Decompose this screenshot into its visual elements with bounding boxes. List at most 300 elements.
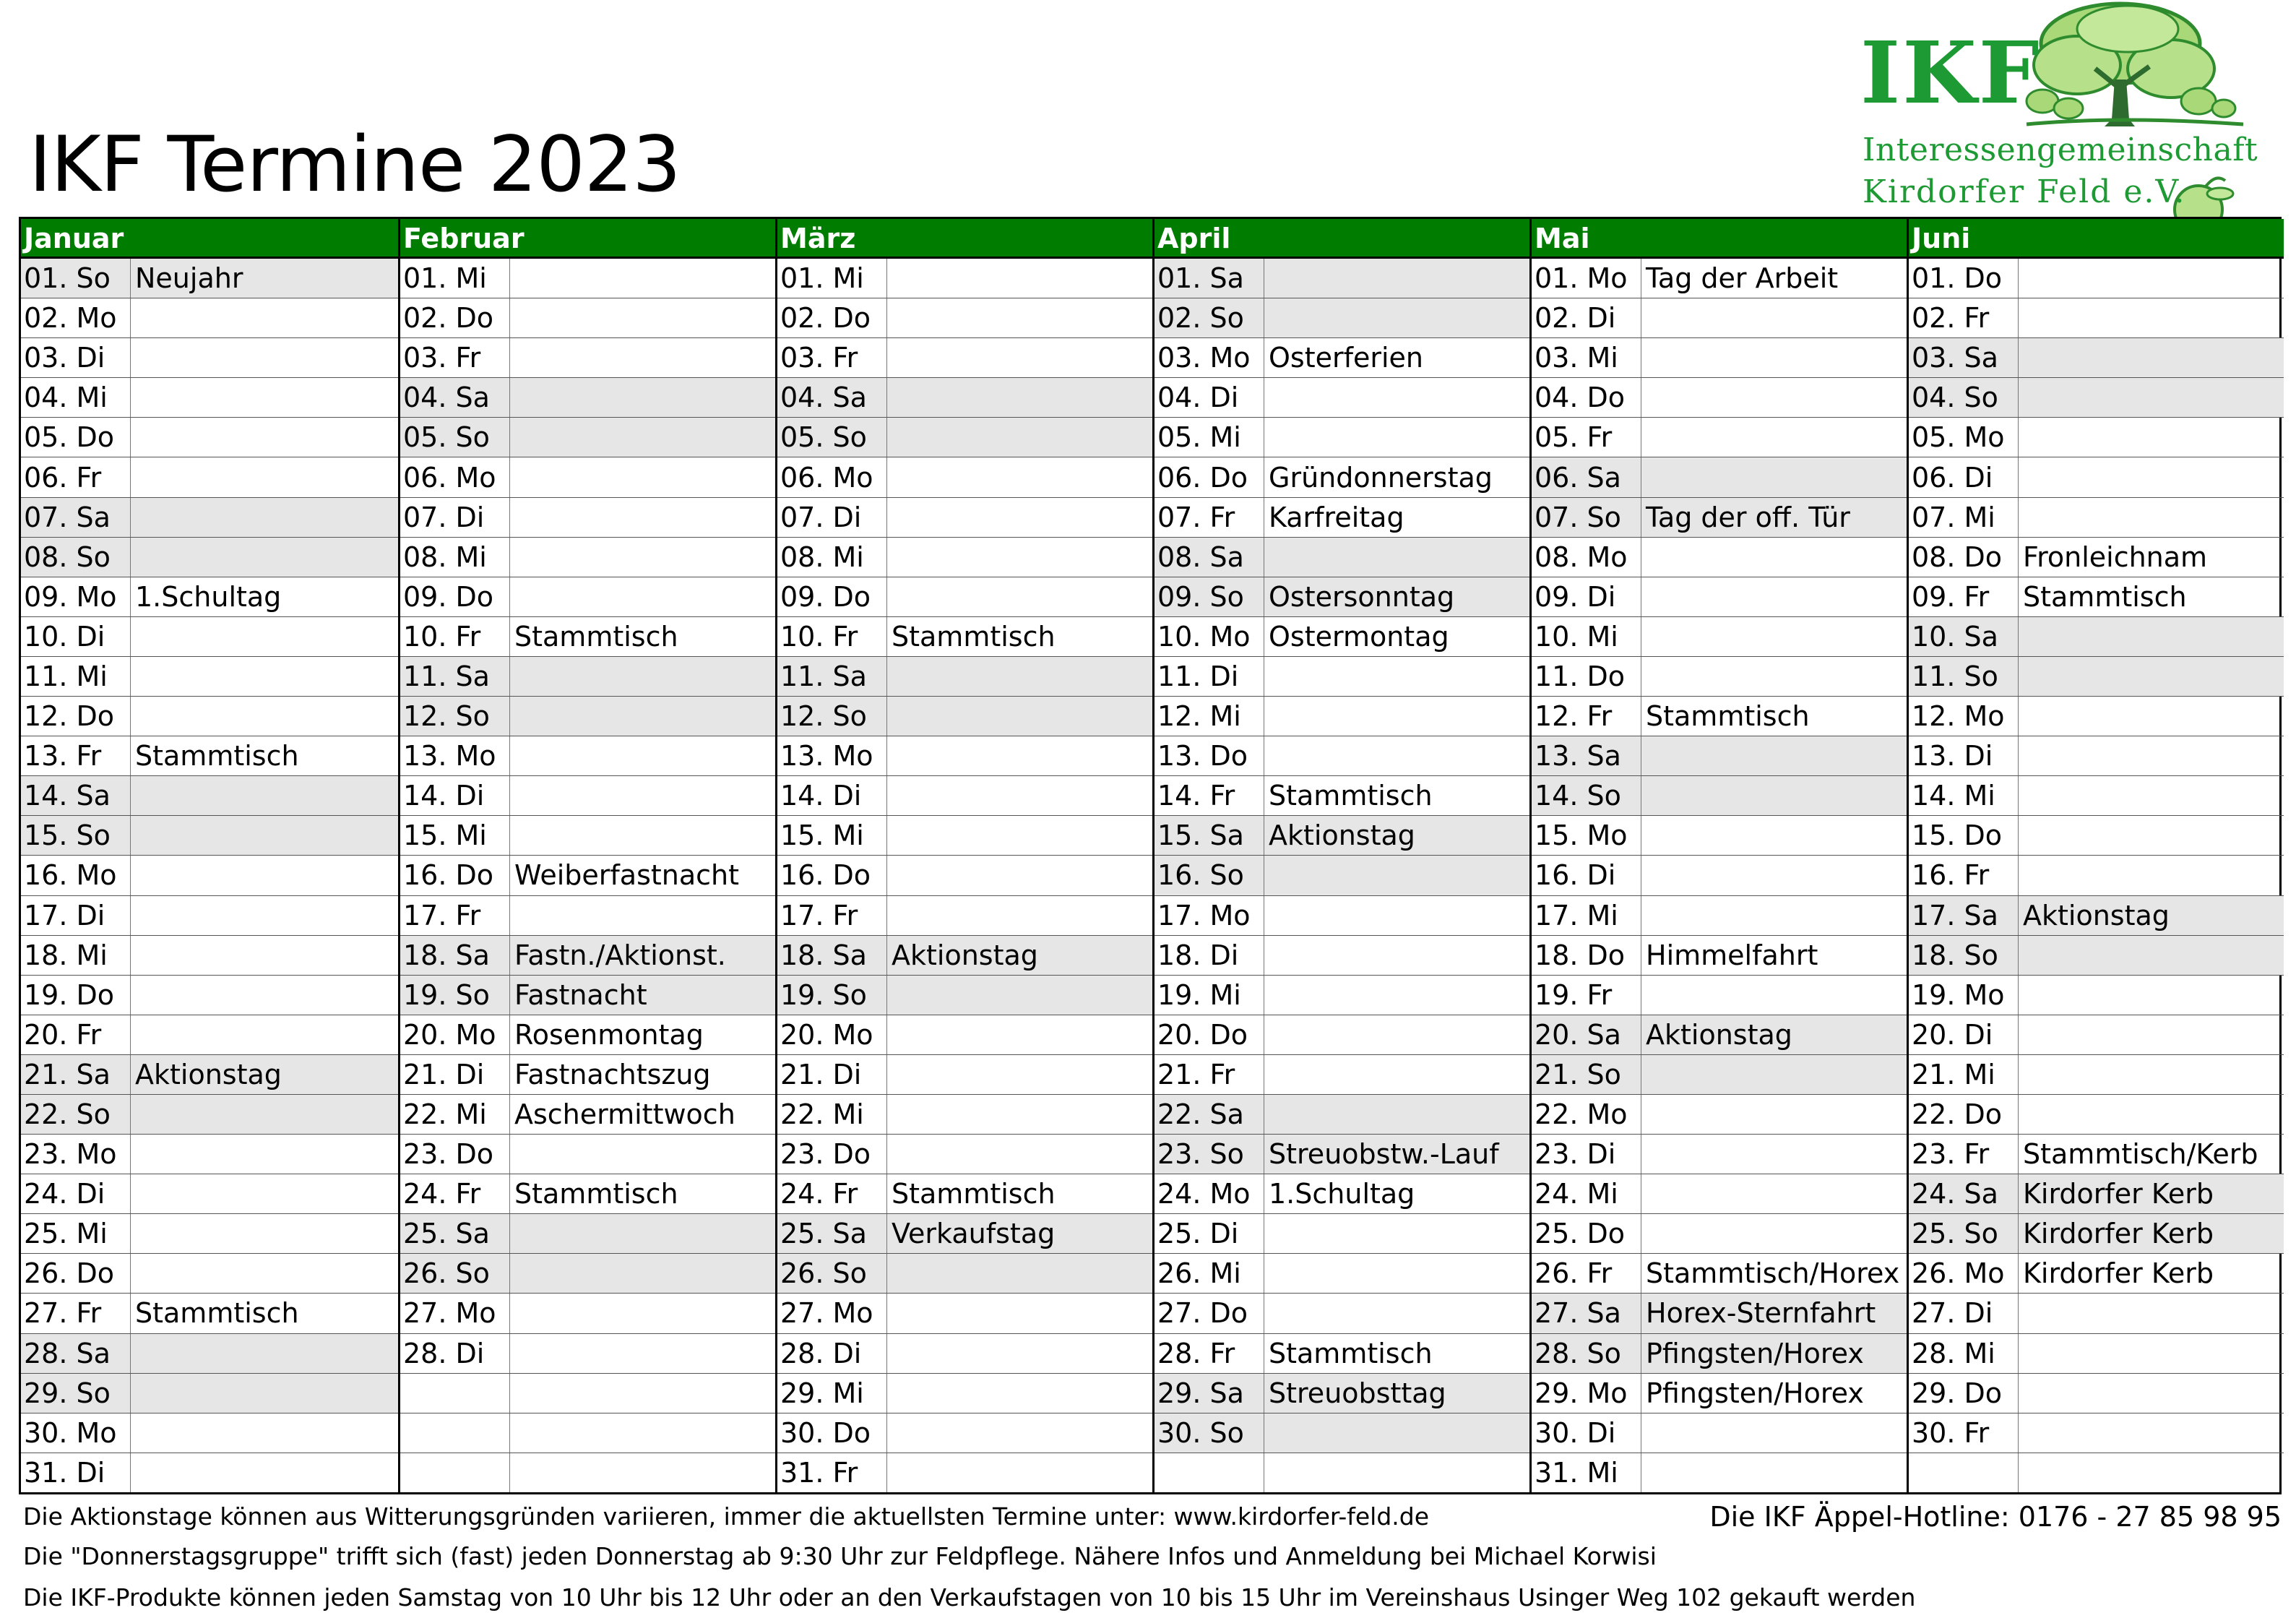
- day-row: [400, 657, 775, 697]
- day-date: 27. Fr: [21, 1294, 131, 1333]
- day-date: 14. Di: [400, 776, 510, 815]
- day-event: [1641, 457, 1907, 496]
- day-event: Stammtisch: [2023, 580, 2187, 613]
- day-date: 19. Do: [21, 976, 131, 1015]
- day-event: [887, 1135, 1152, 1174]
- day-row: [1532, 1334, 1907, 1374]
- day-event: [1641, 896, 1907, 935]
- day-row: [400, 896, 775, 936]
- day-date: 28. Sa: [21, 1334, 131, 1373]
- day-date: 25. Mi: [21, 1214, 131, 1253]
- day-event: [1641, 1135, 1907, 1174]
- day-row: [1909, 457, 2284, 497]
- day-date: 08. Mo: [1532, 538, 1641, 577]
- day-event: [131, 697, 398, 736]
- day-date: 16. Di: [1532, 856, 1641, 895]
- day-row: [1909, 1095, 2284, 1135]
- day-event: [2019, 617, 2284, 656]
- day-date: 06. Fr: [21, 457, 131, 496]
- day-date: 07. Di: [400, 498, 510, 537]
- day-date: 29. Mi: [777, 1374, 887, 1413]
- day-event: [131, 776, 398, 815]
- day-row: [777, 776, 1152, 816]
- day-row: [1532, 736, 1907, 776]
- day-event: [510, 1413, 775, 1453]
- day-event: [131, 976, 398, 1015]
- day-event: [1264, 976, 1529, 1015]
- day-row: [1909, 418, 2284, 457]
- day-row: [400, 1413, 775, 1453]
- day-event: [510, 1374, 775, 1413]
- day-event: [1641, 577, 1907, 616]
- day-event: Kirdorfer Kerb: [2023, 1257, 2214, 1290]
- day-event: [2019, 418, 2284, 457]
- day-row: [777, 1413, 1152, 1453]
- day-row: [1909, 338, 2284, 378]
- day-date: 11. Do: [1532, 657, 1641, 696]
- day-row: [1909, 259, 2284, 298]
- day-date: 05. Fr: [1532, 418, 1641, 457]
- page-title: IKF Termine 2023: [29, 120, 681, 209]
- day-row: [400, 457, 775, 497]
- day-date: 09. Di: [1532, 577, 1641, 616]
- day-row: [21, 338, 398, 378]
- day-event: [131, 1174, 398, 1213]
- day-row: [400, 538, 775, 577]
- month-header: März: [777, 219, 1152, 259]
- day-event: [887, 776, 1152, 815]
- day-date: 26. Do: [21, 1254, 131, 1293]
- day-date: 19. Mo: [1909, 976, 2019, 1015]
- day-date: 17. Mi: [1532, 896, 1641, 935]
- footer-note-donnerstagsgruppe: Die "Donnerstagsgruppe" trifft sich (fast) jeden Donnerstag ab 9:30 Uhr zur Feldpflege. Nähere Infos und Anmeldung bei Michael Korwisi: [23, 1542, 1657, 1570]
- day-event: Osterferien: [1269, 342, 1424, 374]
- day-event: [887, 298, 1152, 337]
- day-row: [21, 697, 398, 736]
- day-row: [21, 1254, 398, 1294]
- day-row: [1155, 498, 1529, 538]
- day-event: [131, 378, 398, 417]
- footer-note-aktionstage: Die Aktionstage können aus Witterungsgründen variieren, immer die aktuellsten Termine unter: www.kirdorfer-feld.de: [23, 1502, 1430, 1531]
- day-row: [1155, 378, 1529, 418]
- day-row: [21, 259, 398, 298]
- day-date: 01. So: [21, 259, 131, 298]
- day-row: [1155, 1055, 1529, 1095]
- day-date: [1909, 1453, 2019, 1492]
- day-row: [400, 1334, 775, 1374]
- day-date: 21. Mi: [1909, 1055, 2019, 1094]
- day-event: [510, 338, 775, 377]
- day-date: 08. So: [21, 538, 131, 577]
- day-row: [1909, 498, 2284, 538]
- day-event: [2019, 976, 2284, 1015]
- day-date: 22. Mi: [777, 1095, 887, 1134]
- day-event: [2019, 1015, 2284, 1054]
- day-date: 07. Di: [777, 498, 887, 537]
- day-event: Ostersonntag: [1269, 580, 1455, 613]
- day-row: [21, 657, 398, 697]
- day-date: 24. Mo: [1155, 1174, 1264, 1213]
- day-row: [777, 298, 1152, 338]
- day-row: [1532, 498, 1907, 538]
- day-event: [1641, 1453, 1907, 1492]
- day-event: Ostermontag: [1269, 620, 1449, 653]
- day-event: Karfreitag: [1269, 501, 1404, 533]
- day-event: [1264, 936, 1529, 975]
- day-event: Fastnachtszug: [514, 1058, 711, 1090]
- day-row: [1155, 976, 1529, 1015]
- day-row: [1909, 657, 2284, 697]
- day-row: [777, 617, 1152, 657]
- day-row: [1155, 457, 1529, 497]
- day-date: 01. Mo: [1532, 259, 1641, 298]
- day-date: 15. Do: [1909, 816, 2019, 855]
- day-event: [1264, 736, 1529, 775]
- day-date: 20. Fr: [21, 1015, 131, 1054]
- day-event: [2019, 378, 2284, 417]
- day-row: [21, 1413, 398, 1453]
- day-row: [1155, 657, 1529, 697]
- day-date: 21. Di: [400, 1055, 510, 1094]
- day-row: [1155, 1095, 1529, 1135]
- day-row: [1532, 1015, 1907, 1055]
- day-date: 22. Mo: [1532, 1095, 1641, 1134]
- day-event: [1264, 259, 1529, 298]
- month-header: Juni: [1909, 219, 2284, 259]
- day-event: Streuobsttag: [1269, 1377, 1446, 1409]
- month-column: [1152, 219, 1529, 1492]
- day-event: [887, 259, 1152, 298]
- day-event: [887, 1374, 1152, 1413]
- day-row: [1532, 617, 1907, 657]
- day-row: [1155, 697, 1529, 736]
- day-event: [510, 378, 775, 417]
- day-event: Pfingsten/Horex: [1646, 1337, 1864, 1369]
- day-date: 29. Mo: [1532, 1374, 1641, 1413]
- day-row: [1532, 538, 1907, 577]
- day-event: [1264, 1294, 1529, 1333]
- day-date: 17. Di: [21, 896, 131, 935]
- day-event: [510, 538, 775, 577]
- day-row: [21, 1214, 398, 1254]
- day-row: [21, 896, 398, 936]
- day-date: 23. Fr: [1909, 1135, 2019, 1174]
- day-date: 01. Mi: [777, 259, 887, 298]
- day-date: 12. Mi: [1155, 697, 1264, 736]
- day-date: 12. Fr: [1532, 697, 1641, 736]
- day-row: [1155, 338, 1529, 378]
- day-row: [400, 1294, 775, 1333]
- day-row: [777, 338, 1152, 378]
- day-date: 16. Fr: [1909, 856, 2019, 895]
- day-row: [21, 976, 398, 1015]
- day-event: [131, 418, 398, 457]
- day-row: [1909, 776, 2284, 816]
- day-event: Stammtisch: [1646, 700, 1810, 733]
- day-row: [777, 1095, 1152, 1135]
- day-date: 26. Fr: [1532, 1254, 1641, 1293]
- day-date: 08. Do: [1909, 538, 2019, 577]
- day-event: Weiberfastnacht: [514, 859, 740, 892]
- day-date: 26. Mo: [1909, 1254, 2019, 1293]
- day-date: 07. Fr: [1155, 498, 1264, 537]
- day-date: 08. Sa: [1155, 538, 1264, 577]
- day-date: 15. Mi: [400, 816, 510, 855]
- day-date: 25. Di: [1155, 1214, 1264, 1253]
- day-row: [1155, 259, 1529, 298]
- day-date: 14. Di: [777, 776, 887, 815]
- day-date: [400, 1453, 510, 1492]
- day-event: [510, 259, 775, 298]
- day-row: [1532, 338, 1907, 378]
- day-event: Stammtisch: [1269, 1337, 1433, 1369]
- day-event: [1264, 1015, 1529, 1054]
- day-row: [21, 736, 398, 776]
- day-event: [131, 856, 398, 895]
- day-event: [510, 1294, 775, 1333]
- day-date: 08. Mi: [777, 538, 887, 577]
- day-event: Himmelfahrt: [1646, 939, 1818, 971]
- day-row: [21, 1294, 398, 1333]
- day-date: 05. So: [400, 418, 510, 457]
- day-event: [1264, 418, 1529, 457]
- day-row: [21, 1374, 398, 1413]
- day-event: [1264, 856, 1529, 895]
- day-event: [131, 1374, 398, 1413]
- day-date: 15. Mi: [777, 816, 887, 855]
- month-header: Januar: [21, 219, 398, 259]
- day-row: [777, 418, 1152, 457]
- day-date: 15. Sa: [1155, 816, 1264, 855]
- day-row: [21, 856, 398, 895]
- day-date: 23. Do: [400, 1135, 510, 1174]
- day-event: [510, 577, 775, 616]
- day-event: [1641, 1174, 1907, 1213]
- day-date: 30. Fr: [1909, 1413, 2019, 1453]
- day-event: [1264, 1453, 1529, 1492]
- month-column: [21, 219, 398, 1492]
- day-row: [1909, 896, 2284, 936]
- day-row: [1155, 736, 1529, 776]
- day-date: 07. Mi: [1909, 498, 2019, 537]
- day-event: [131, 1015, 398, 1054]
- day-date: 31. Di: [21, 1453, 131, 1492]
- day-row: [1532, 1254, 1907, 1294]
- day-date: 22. Mi: [400, 1095, 510, 1134]
- day-event: Aktionstag: [2023, 899, 2170, 931]
- day-event: Fronleichnam: [2023, 541, 2208, 573]
- day-row: [1532, 697, 1907, 736]
- day-date: 29. Do: [1909, 1374, 2019, 1413]
- day-event: Stammtisch: [135, 740, 299, 773]
- day-row: [777, 1055, 1152, 1095]
- day-event: [1641, 538, 1907, 577]
- day-date: 08. Mi: [400, 538, 510, 577]
- day-row: [1909, 1334, 2284, 1374]
- day-event: [1264, 538, 1529, 577]
- day-row: [1155, 896, 1529, 936]
- day-event: [2019, 1413, 2284, 1453]
- day-date: 16. Mo: [21, 856, 131, 895]
- day-event: [887, 338, 1152, 377]
- day-date: 24. Fr: [777, 1174, 887, 1213]
- day-date: 20. Do: [1155, 1015, 1264, 1054]
- day-row: [400, 1374, 775, 1413]
- day-event: [510, 1135, 775, 1174]
- day-date: 22. Sa: [1155, 1095, 1264, 1134]
- day-event: [1641, 657, 1907, 696]
- day-date: 11. Sa: [400, 657, 510, 696]
- day-date: 18. Sa: [777, 936, 887, 975]
- day-date: 28. So: [1532, 1334, 1641, 1373]
- day-date: 06. Sa: [1532, 457, 1641, 496]
- day-date: 13. Mo: [777, 736, 887, 775]
- day-date: 20. Mo: [777, 1015, 887, 1054]
- day-row: [1909, 736, 2284, 776]
- day-date: 20. Sa: [1532, 1015, 1641, 1054]
- day-date: 02. So: [1155, 298, 1264, 337]
- day-event: Tag der Arbeit: [1646, 262, 1839, 295]
- day-event: [887, 1334, 1152, 1373]
- day-event: 1.Schultag: [135, 580, 282, 613]
- day-event: Stammtisch: [514, 1178, 678, 1210]
- day-row: [1909, 1055, 2284, 1095]
- day-event: Stammtisch: [514, 620, 678, 653]
- day-date: 18. Mi: [21, 936, 131, 975]
- day-row: [400, 976, 775, 1015]
- day-date: 31. Mi: [1532, 1453, 1641, 1492]
- day-event: [1641, 617, 1907, 656]
- day-date: 11. Di: [1155, 657, 1264, 696]
- day-event: [1264, 657, 1529, 696]
- day-date: 16. So: [1155, 856, 1264, 895]
- day-date: 18. Di: [1155, 936, 1264, 975]
- day-row: [21, 298, 398, 338]
- day-date: 18. So: [1909, 936, 2019, 975]
- day-event: 1.Schultag: [1269, 1178, 1415, 1210]
- day-event: [2019, 1453, 2284, 1492]
- day-event: [1641, 338, 1907, 377]
- day-row: [21, 1055, 398, 1095]
- footer-note-produkte: Die IKF-Produkte können jeden Samstag von 10 Uhr bis 12 Uhr oder an den Verkaufstagen von 10 bis 15 Uhr im Vereinshaus Usinger Weg 102 gekauft werden: [23, 1583, 1916, 1611]
- day-event: [2019, 1374, 2284, 1413]
- day-row: [400, 498, 775, 538]
- day-date: 14. Mi: [1909, 776, 2019, 815]
- day-event: Kirdorfer Kerb: [2023, 1218, 2214, 1250]
- logo-mark: IKF: [1860, 22, 2042, 123]
- day-date: 30. Mo: [21, 1413, 131, 1453]
- day-date: 10. Di: [21, 617, 131, 656]
- day-row: [1909, 1015, 2284, 1055]
- day-event: [510, 776, 775, 815]
- day-row: [21, 418, 398, 457]
- day-row: [777, 1453, 1152, 1492]
- day-row: [400, 418, 775, 457]
- day-event: [2019, 498, 2284, 537]
- day-row: [1909, 1214, 2284, 1254]
- day-event: [1641, 736, 1907, 775]
- day-date: 12. Do: [21, 697, 131, 736]
- day-date: [400, 1413, 510, 1453]
- day-row: [1909, 976, 2284, 1015]
- day-event: [510, 457, 775, 496]
- day-date: 27. Mo: [777, 1294, 887, 1333]
- day-event: [1641, 816, 1907, 855]
- day-row: [1155, 1135, 1529, 1174]
- day-row: [1909, 577, 2284, 617]
- day-date: 15. Mo: [1532, 816, 1641, 855]
- day-row: [1532, 657, 1907, 697]
- day-event: [131, 1135, 398, 1174]
- day-event: [131, 657, 398, 696]
- day-date: 02. Mo: [21, 298, 131, 337]
- day-row: [1155, 816, 1529, 856]
- day-row: [1155, 1334, 1529, 1374]
- day-date: 19. Fr: [1532, 976, 1641, 1015]
- day-date: 13. Di: [1909, 736, 2019, 775]
- logo-line-1: Interessengemeinschaft: [1863, 132, 2258, 168]
- day-row: [1532, 1413, 1907, 1453]
- day-event: [2019, 1095, 2284, 1134]
- day-row: [1155, 856, 1529, 895]
- day-date: 21. So: [1532, 1055, 1641, 1094]
- day-event: [887, 657, 1152, 696]
- day-row: [1532, 1174, 1907, 1214]
- day-date: 04. So: [1909, 378, 2019, 417]
- day-row: [1532, 896, 1907, 936]
- day-row: [400, 736, 775, 776]
- day-row: [777, 1254, 1152, 1294]
- day-row: [777, 378, 1152, 418]
- day-event: [1641, 418, 1907, 457]
- day-date: 09. Fr: [1909, 577, 2019, 616]
- day-date: 14. Fr: [1155, 776, 1264, 815]
- day-row: [1532, 816, 1907, 856]
- day-date: 09. So: [1155, 577, 1264, 616]
- day-row: [21, 1095, 398, 1135]
- day-date: 13. Do: [1155, 736, 1264, 775]
- day-row: [1532, 457, 1907, 497]
- day-row: [1909, 1453, 2284, 1492]
- day-date: 13. Fr: [21, 736, 131, 775]
- day-date: 21. Di: [777, 1055, 887, 1094]
- day-row: [1155, 1374, 1529, 1413]
- month-column: [1907, 219, 2284, 1492]
- day-row: [777, 1174, 1152, 1214]
- day-event: [2019, 338, 2284, 377]
- day-date: 25. So: [1909, 1214, 2019, 1253]
- day-date: 24. Sa: [1909, 1174, 2019, 1213]
- month-header: Februar: [400, 219, 775, 259]
- day-date: 18. Sa: [400, 936, 510, 975]
- day-event: Kirdorfer Kerb: [2023, 1178, 2214, 1210]
- day-event: [887, 976, 1152, 1015]
- day-date: 25. Do: [1532, 1214, 1641, 1253]
- day-row: [1155, 936, 1529, 976]
- day-date: 01. Mi: [400, 259, 510, 298]
- day-row: [1532, 1374, 1907, 1413]
- day-date: 19. So: [400, 976, 510, 1015]
- day-date: 06. Di: [1909, 457, 2019, 496]
- day-row: [1532, 936, 1907, 976]
- day-event: Aktionstag: [135, 1058, 282, 1090]
- day-row: [400, 617, 775, 657]
- day-row: [1532, 976, 1907, 1015]
- day-date: 18. Do: [1532, 936, 1641, 975]
- day-event: [1641, 776, 1907, 815]
- day-event: [131, 538, 398, 577]
- day-event: [1264, 298, 1529, 337]
